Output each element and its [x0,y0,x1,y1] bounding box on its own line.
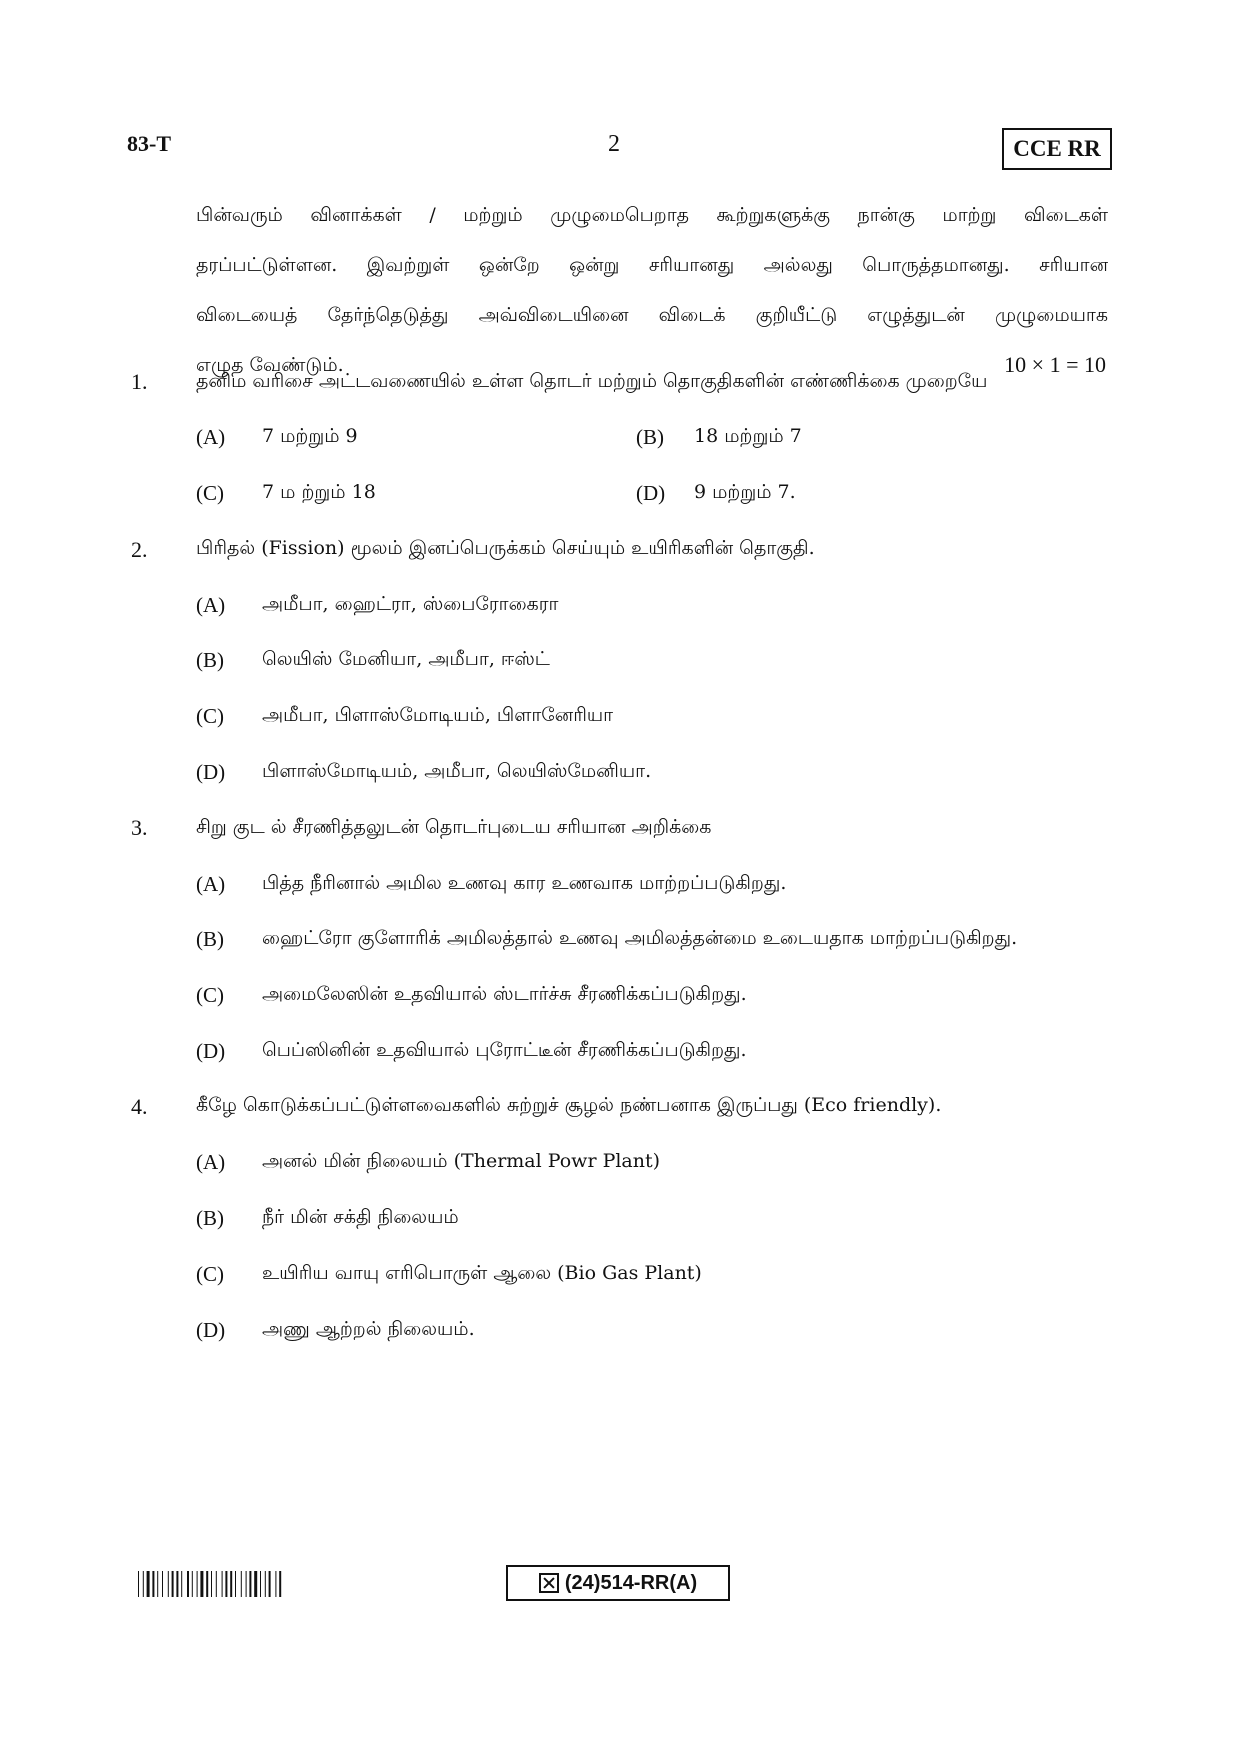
page-number: 2 [608,131,620,157]
option-text: அணு ஆற்றல் நிலையம். [262,1318,475,1340]
option-text: அனல் மின் நிலையம் (Thermal Powr Plant) [262,1150,661,1172]
question-number: 4. [131,1094,148,1119]
option-text: பெப்ஸினின் உதவியால் புரோட்டீன் சீரணிக்கப்படுகிறது. [262,1039,747,1061]
option-letter: (D) [196,760,226,784]
question-number: 1. [131,369,148,394]
question-text: கீழே கொடுக்கப்பட்டுள்ளவைகளில் சுற்றுச் சூழல் நண்பனாக இருப்பது (Eco friendly). [196,1094,942,1116]
qr-code-icon [539,1573,559,1593]
option-letter: (D) [196,1318,226,1342]
option-text: லெயிஸ் மேனியா, அமீபா, ஈஸ்ட் [262,648,550,670]
option-letter: (C) [196,481,224,505]
question-text: தனிம வரிசை அட்டவணையில் உள்ள தொடர் மற்றும் தொகுதிகளின் எண்ணிக்கை முறையே [196,370,988,392]
option-letter: (C) [196,983,224,1007]
option-text: பித்த நீரினால் அமில உணவு கார உணவாக மாற்றப்படுகிறது. [262,872,787,894]
option-text: அமீபா, ஹைட்ரா, ஸ்பைரோகைரா [262,593,559,615]
option-letter: (D) [636,481,666,505]
question-number: 2. [131,537,148,562]
footer-paper-code [506,1565,730,1601]
option-text: 7 மற்றும் 9 [262,425,358,447]
option-text: பிளாஸ்மோடியம், அமீபா, லெயிஸ்மேனியா. [262,760,652,782]
option-letter: (D) [196,1039,226,1063]
option-letter: (B) [196,927,224,951]
question-number: 3. [131,815,148,840]
option-letter: (C) [196,704,224,728]
instruction-line: பின்வரும் வினாக்கள் / மற்றும் முழுமைபெறாத கூற்றுகளுக்கு நான்கு மாற்று விடைகள் [196,204,1108,226]
paper-code: 83-T [127,131,171,156]
option-letter: (A) [196,593,226,617]
marks-allocation: 10 × 1 = 10 [1004,352,1106,377]
option-text: நீர் மின் சக்தி நிலையம் [262,1206,459,1228]
option-letter: (A) [196,425,226,449]
option-text: 7 ம ற்றும் 18 [262,481,376,503]
instruction-line: தரப்பட்டுள்ளன. இவற்றுள் ஒன்றே ஒன்று சரியானது அல்லது பொருத்தமானது. சரியான [196,254,1108,276]
question-text: சிறு குட ல் சீரணித்தலுடன் தொடர்புடைய சரியான அறிக்கை [196,816,712,838]
option-text: 18 மற்றும் 7 [694,425,802,447]
instruction-line: விடையைத் தேர்ந்தெடுத்து அவ்விடையினை விடைக் குறியீட்டு எழுத்துடன் முழுமையாக [196,304,1108,326]
option-text: அமைலேஸின் உதவியால் ஸ்டார்ச்சு சீரணிக்கப்படுகிறது. [262,983,747,1005]
option-letter: (B) [636,425,664,449]
question-text: பிரிதல் (Fission) மூலம் இனப்பெருக்கம் செய்யும் உயிரிகளின் தொகுதி. [196,537,815,559]
footer-paper-code-text: (24)514-RR(A) [564,1571,698,1594]
barcode-icon [138,1571,348,1597]
option-letter: (A) [196,872,226,896]
option-text: உயிரிய வாயு எரிபொருள் ஆலை (Bio Gas Plant) [262,1262,702,1284]
option-letter: (A) [196,1150,226,1174]
option-letter: (B) [196,648,224,672]
instruction-line-text: எழுத வேண்டும். [196,354,344,376]
instructions [196,196,1108,396]
option-text: அமீபா, பிளாஸ்மோடியம், பிளானேரியா [262,704,614,726]
option-text: 9 மற்றும் 7. [694,481,796,503]
exam-badge: CCE RR [1002,128,1112,170]
option-text: ஹைட்ரோ குளோரிக் அமிலத்தால் உணவு அமிலத்தன்மை உடையதாக மாற்றப்படுகிறது. [262,927,1018,949]
option-letter: (B) [196,1206,224,1230]
option-letter: (C) [196,1262,224,1286]
